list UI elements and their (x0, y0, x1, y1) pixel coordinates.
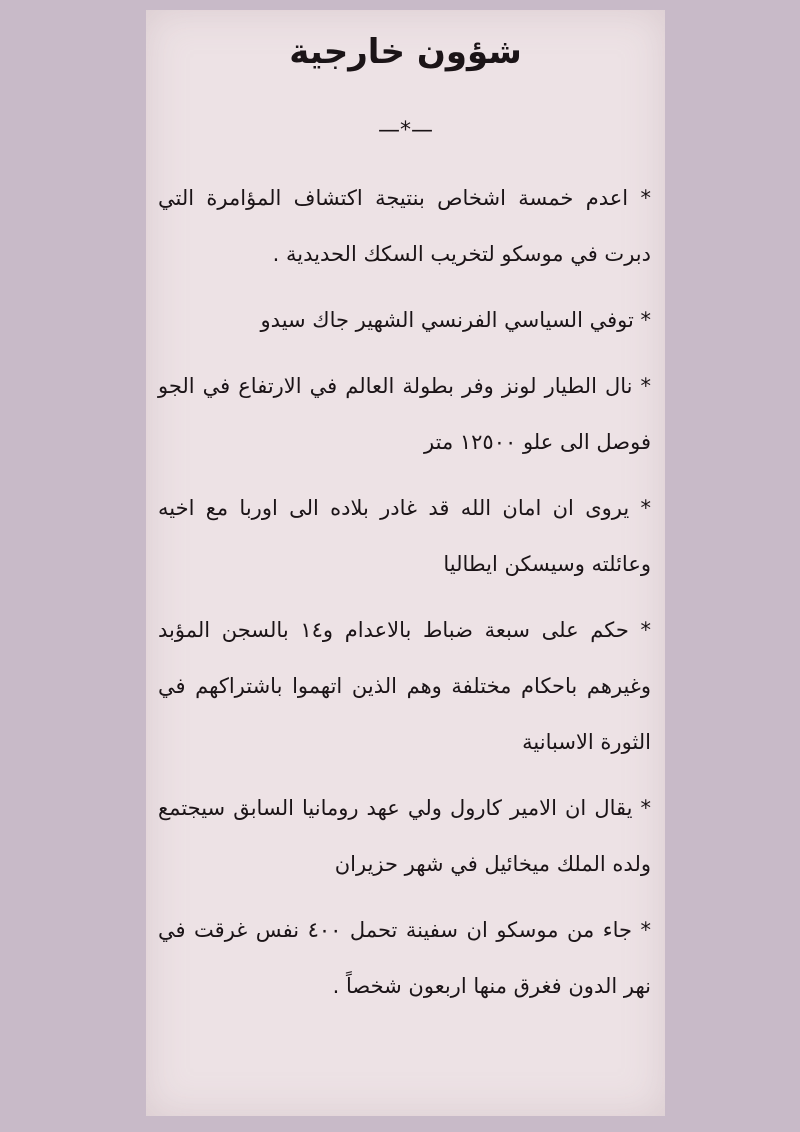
title-divider: —*— (378, 118, 433, 143)
column-title: شؤون خارجية (289, 32, 522, 72)
news-item-death-politician: * توفي السياسي الفرنسي الشهير جاك سيدو (260, 308, 651, 332)
news-item-ship-sank-don: * جاء من موسكو ان سفينة تحمل ٤٠٠ نفس غرقت في نهر الدون فغرق منها اربعون شخصاً . (158, 918, 651, 998)
newspaper-column (146, 10, 665, 1116)
news-item-officers-sentenced: * حكم على سبعة ضباط بالاعدام و١٤ بالسجن المؤبد وغيرهم باحكام مختلفة وهم الذين اتهموا باشتراكهم في الثورة الاسبانية (158, 618, 652, 754)
news-item-prince-carol: * يقال ان الامير كارول ولي عهد رومانيا السابق سيجتمع ولده الملك ميخائيل في شهر حزيران (158, 796, 651, 876)
news-item-execution-moscow-plot: * اعدم خمسة اشخاص بنتيجة اكتشاف المؤامرة التي دبرت في موسكو لتخريب السكك الحديدية . (158, 186, 651, 266)
news-item-amanullah-europe: * يروى ان امان الله قد غادر بلاده الى اوربا مع اخيه وعائلته وسيسكن ايطاليا (158, 496, 651, 576)
news-items-list (158, 170, 651, 1024)
news-item-altitude-record: * نال الطيار لونز وفر بطولة العالم في الارتفاع في الجو فوصل الى علو ١٢٥٠٠ متر (158, 374, 651, 454)
